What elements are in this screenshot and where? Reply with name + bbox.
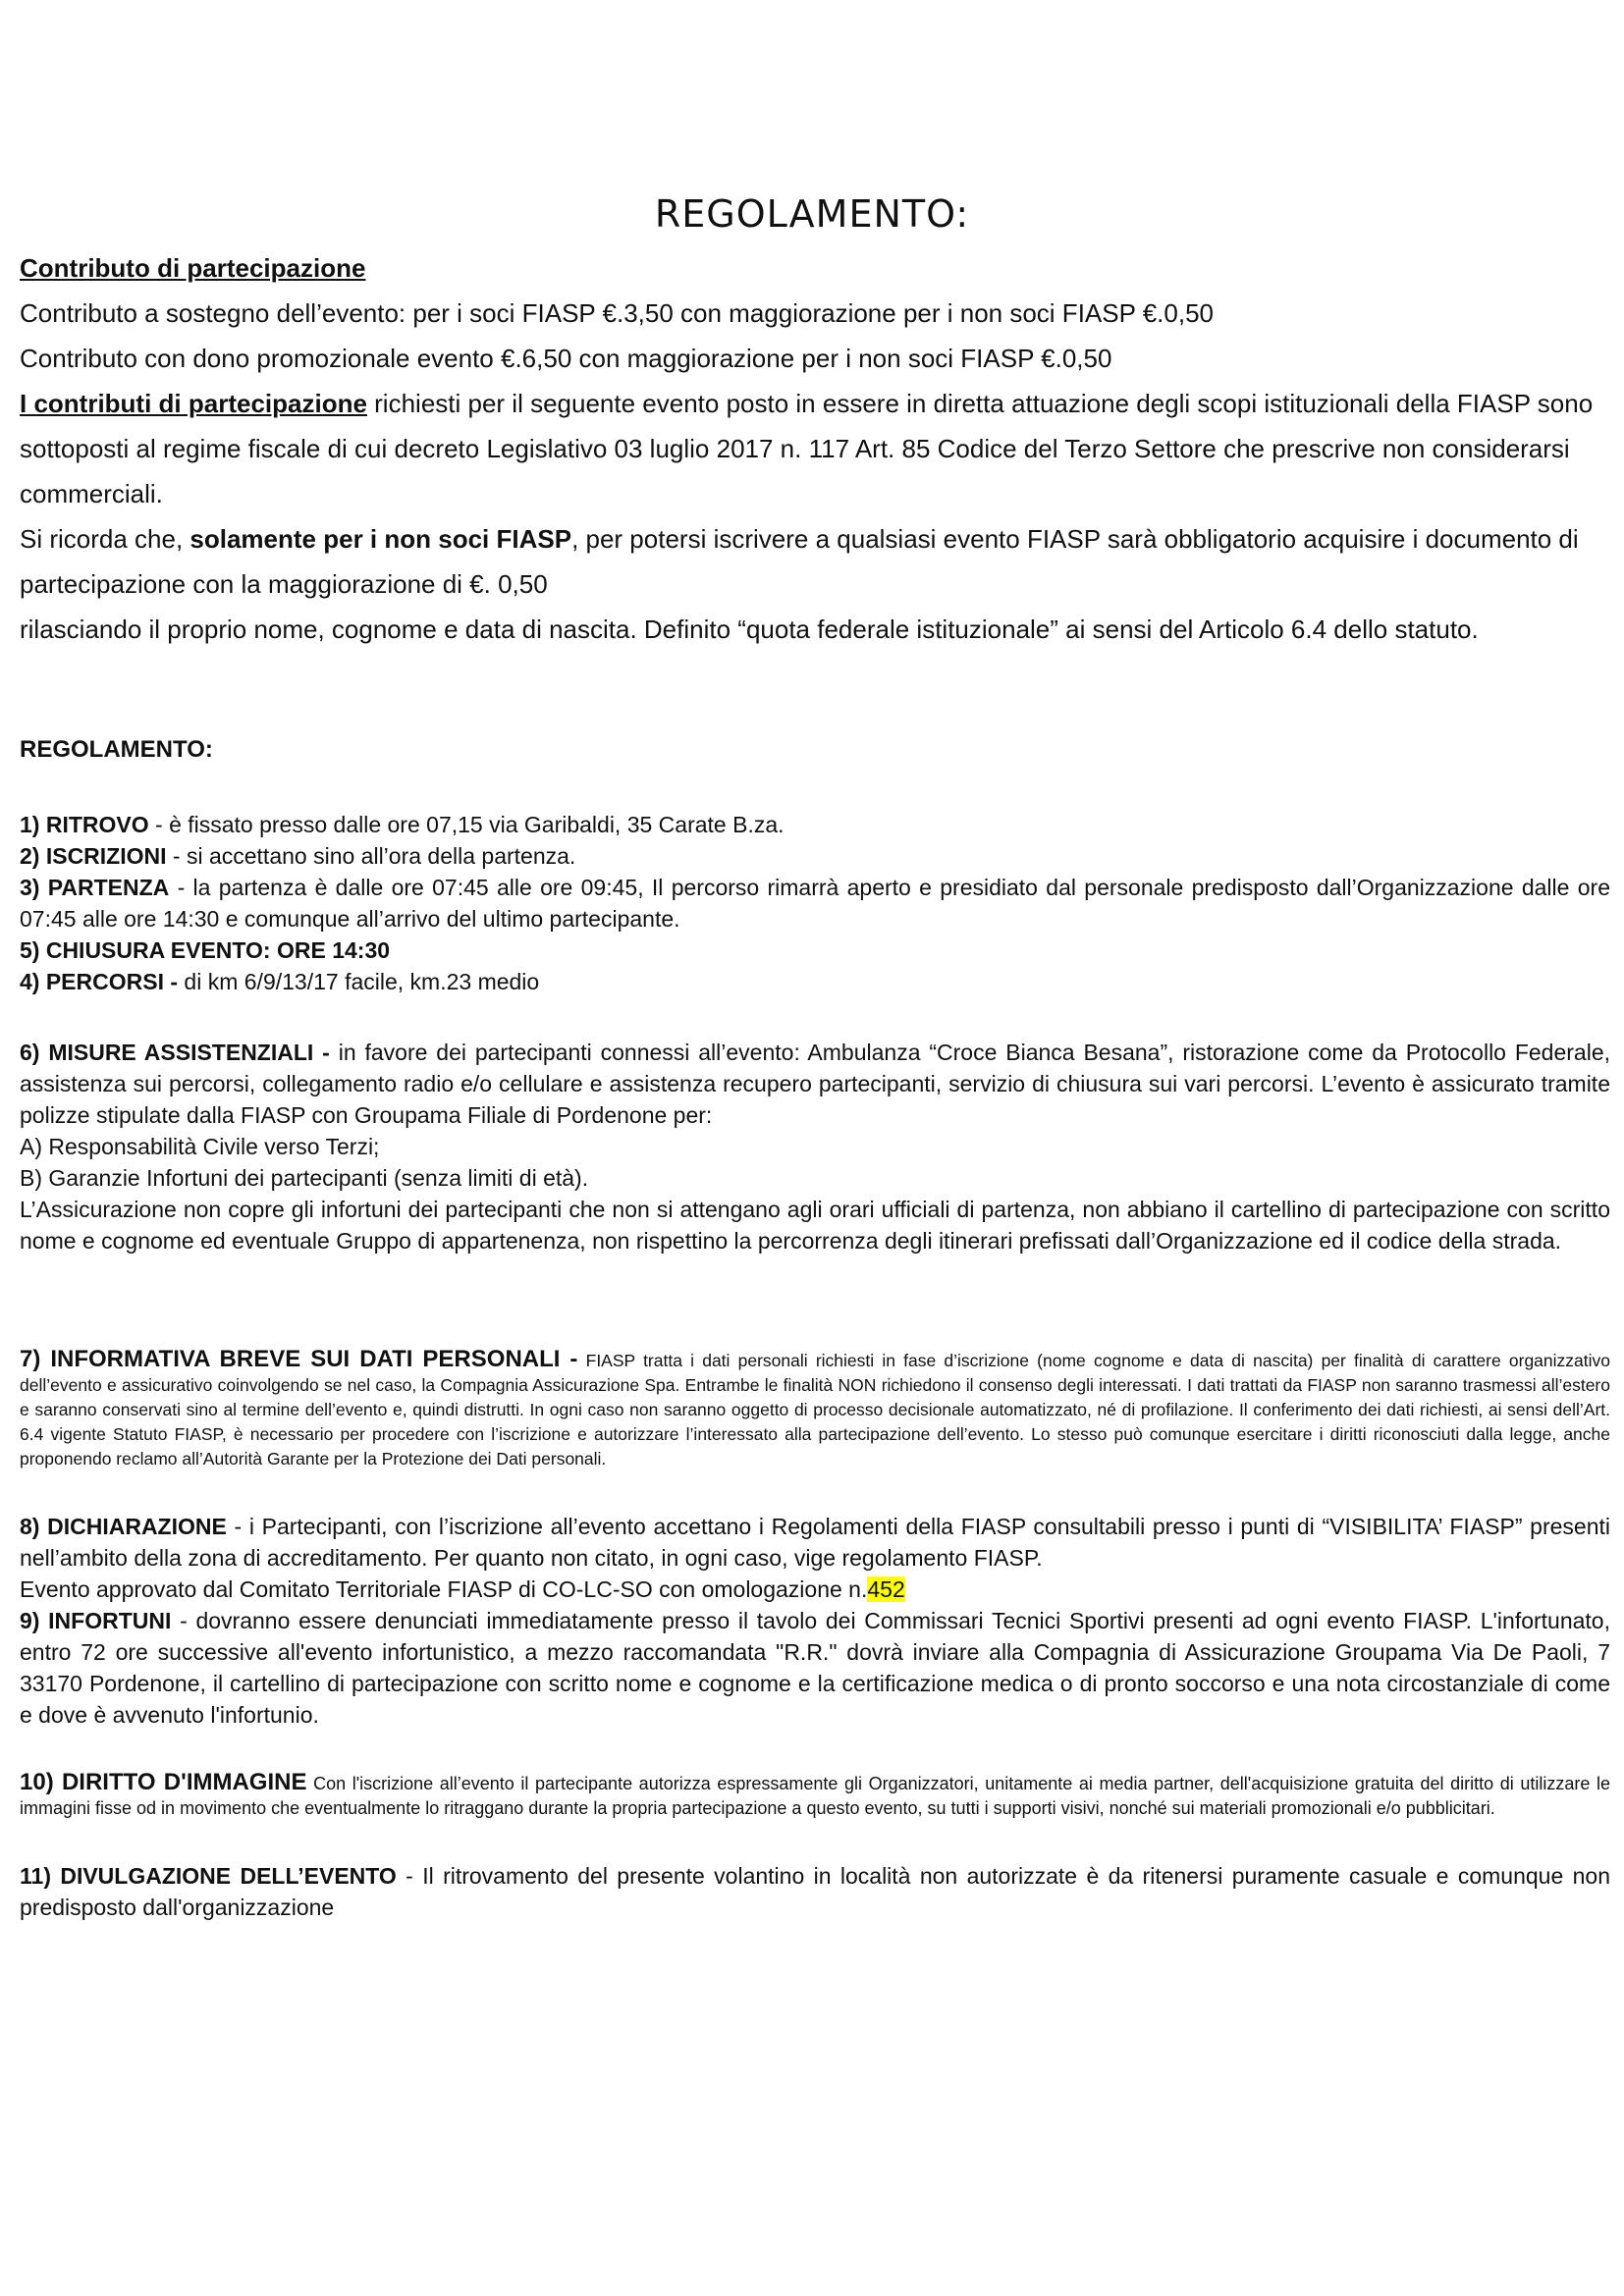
contributo-line-dono: Contributo con dono promozionale evento €.6,50 con maggiorazione per i non soci FIASP €.0,50 [20, 344, 1112, 373]
rule-label: 3) PARTENZA [20, 875, 170, 900]
rule-text: in favore dei partecipanti connessi all’evento: Ambulanza “Croce Bianca Besana”, ristorazione come da Protocollo Federale, assistenza sui percorsi, collegamento radio e/o cellulare e assistenza recupero partecipanti, servizio di chiusura sui vari percorsi. L’evento è assicurato tramite polizze stipulate dalla FIASP con Groupama Filiale di Pordenone per: [20, 1040, 1611, 1128]
rule-infortuni [20, 1605, 1610, 1731]
rule-label: 10) DIRITTO D'IMMAGINE [20, 1769, 307, 1795]
rule-misure-assistenziali [20, 1037, 1610, 1131]
rule-label: 11) DIVULGAZIONE DELL’EVENTO [20, 1863, 397, 1889]
non-soci-bold: solamente per i non soci FIASP [189, 524, 572, 554]
non-soci-post: , per potersi iscrivere a qualsiasi evento FIASP sarà obbligatorio acquisire i documento di partecipazione con la maggiorazione di €. 0,50 [20, 524, 1579, 599]
rule-label: 6) MISURE ASSISTENZIALI - [20, 1040, 330, 1065]
rule-iscrizioni [20, 840, 1610, 872]
rule-text: - Il ritrovamento del presente volantino in località non autorizzate è da ritenersi puramente casuale e comunque non predisposto dall'organizzazione [20, 1863, 1610, 1920]
rule-text: - si accettano sino all’ora della partenza. [166, 843, 576, 869]
approval-number: 452 [867, 1576, 905, 1602]
rule-label: 4) PERCORSI - [20, 969, 179, 994]
contributo-line-soci: Contributo a sostegno dell’evento: per i soci FIASP €.3,50 con maggiorazione per i non soci FIASP €.0,50 [20, 298, 1214, 328]
rule-text: - i Partecipanti, con l’iscrizione all’evento accettano i Regolamenti della FIASP consultabili presso i punti di “VISIBILITA’ FIASP” presenti nell’ambito della zona di accreditamento. Per quanto non citato, in ogni caso, vige regolamento FIASP. [20, 1514, 1610, 1571]
rule-text: Con l'iscrizione all’evento il partecipante autorizza espressamente gli Organizzatori, unitamente ai media partner, dell'acquisizione gratuita del diritto di utilizzare le immagini fisse od in movimento che eventualmente lo ritraggano durante la propria partecipazione a questo evento, su tutti i supporti visivi, nonché sui materiali promozionali e/o pubblicitari. [20, 1774, 1611, 1818]
rule-text: di km 6/9/13/17 facile, km.23 medio [178, 969, 540, 994]
rule-misure-a: A) Responsabilità Civile verso Terzi; [20, 1134, 380, 1159]
rule-ritrovo [20, 809, 1610, 840]
rule-dichiarazione [20, 1511, 1610, 1574]
rule-informativa [20, 1347, 1610, 1471]
non-soci-paragraph [20, 516, 1610, 607]
quota-federale-paragraph: rilasciando il proprio nome, cognome e data di nascita. Definito “quota federale istituzionale” ai sensi del Articolo 6.4 dello statuto. [20, 614, 1479, 644]
non-soci-pre: Si ricorda che, [20, 524, 190, 554]
approval-line [20, 1574, 1610, 1605]
contributi-text: richiesti per il seguente evento posto in essere in diretta attuazione degli scopi istituzionali della FIASP sono sottoposti al regime fiscale di cui decreto Legislativo 03 luglio 2017 n. 117 Art. 85 Codice del Terzo Settore che prescrive non considerarsi commerciali. [20, 389, 1594, 508]
rule-text: - dovranno essere denunciati immediatamente presso il tavolo dei Commissari Tecnici Sportivi presenti ad ogni evento FIASP. L'infortunato, entro 72 ore successive all'evento infortunistico, a mezzo raccomandata "R.R." dovrà inviare alla Compagnia di Assicurazione Groupama Via De Paoli, 7 33170 Pordenone, il cartellino di partecipazione con scritto nome e cognome e la certificazione medica o di pronto soccorso e una nota circostanziale di come e dove è avvenuto l'infortunio. [20, 1608, 1610, 1728]
regolamento-section [20, 734, 1610, 1923]
rule-partenza [20, 872, 1610, 934]
rule-misure-b: B) Garanzie Infortuni dei partecipanti (senza limiti di età). [20, 1165, 589, 1191]
contributo-heading: Contributo di partecipazione [20, 253, 366, 283]
approval-text: Evento approvato dal Comitato Territoriale FIASP di CO-LC-SO con omologazione n. [20, 1576, 868, 1602]
rule-label: 8) DICHIARAZIONE [20, 1514, 227, 1539]
rule-text: - la partenza è dalle ore 07:45 alle ore 09:45, Il percorso rimarrà aperto e presidiato dal personale predisposto dall’Organizzazione dalle ore 07:45 alle ore 14:30 e comunque all’arrivo del ultimo partecipante. [20, 875, 1610, 932]
contributo-section [20, 245, 1610, 652]
rule-misure-c: L’Assicurazione non copre gli infortuni dei partecipanti che non si attengano agli orari ufficiali di partenza, non abbiano il cartellino di partecipazione con scritto nome e cognome ed eventuale Gruppo di appartenenza, non rispettino la percorrenza degli itinerari prefissati dall’Organizzazione ed il codice della strada. [20, 1197, 1610, 1254]
rule-chiusura [20, 934, 1610, 966]
rule-label: 5) CHIUSURA EVENTO: ORE 14:30 [20, 937, 391, 963]
rule-label: 1) RITROVO [20, 812, 149, 837]
contributi-paragraph [20, 381, 1610, 516]
rule-percorsi [20, 966, 1610, 997]
rule-diritto-immagine [20, 1770, 1610, 1821]
rule-label: 7) INFORMATIVA BREVE SUI DATI PERSONALI - [20, 1346, 578, 1372]
rule-divulgazione [20, 1860, 1610, 1923]
rule-text: - è fissato presso dalle ore 07,15 via Garibaldi, 35 Carate B.za. [148, 812, 785, 837]
regolamento-title: REGOLAMENTO: [20, 736, 213, 763]
rule-label: 2) ISCRIZIONI [20, 843, 167, 869]
contributi-bold-label: I contributi di partecipazione [20, 389, 367, 418]
rule-text: FIASP tratta i dati personali richiesti in fase d’iscrizione (nome cognome e data di nascita) per finalità di carattere organizzativo dell’evento e assicurativo coinvolgendo se nel caso, la Compagnia Assicurazione Spa. Entrambe le finalità NON richiedono il consenso degli interessati. I dati trattati da FIASP non saranno trasmessi all’estero e saranno conservati sino al termine dell’evento e, quindi distrutti. In ogni caso non saranno oggetto di processo decisionale automatizzato, né di profilazione. Il conferimento dei dati richiesti, ai sensi dell’Art. 6.4 vigente Statuto FIASP, è necessario per procedere con l’iscrizione e autorizzare l’interessato alla partecipazione dell’evento. Lo stesso può comunque esercitare i diritti riconosciuti dalla legge, anche proponendo reclamo all’Autorità Garante per la Protezione dei Dati personali. [20, 1351, 1611, 1468]
rule-label: 9) INFORTUNI [20, 1608, 172, 1633]
page-title: REGOLAMENTO: [654, 192, 970, 236]
